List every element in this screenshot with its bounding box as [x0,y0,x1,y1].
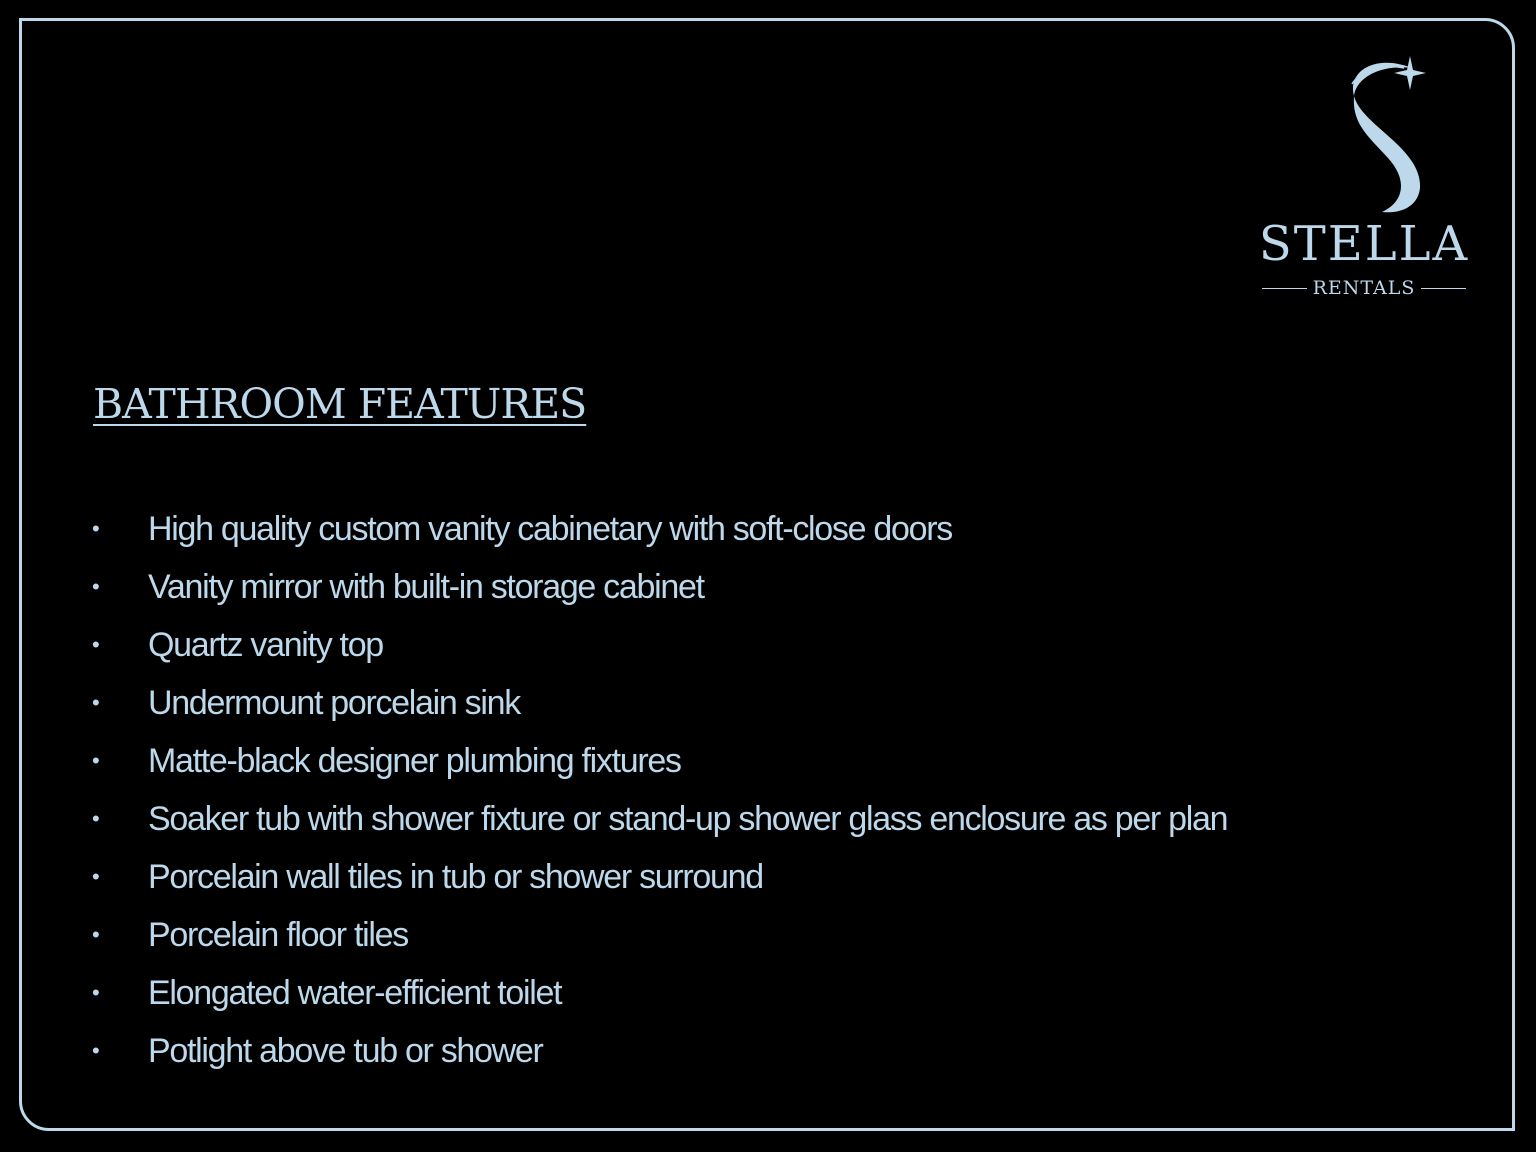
feature-text: Potlight above tub or shower [148,1032,543,1070]
bullet-icon: • [92,922,100,947]
feature-text: Porcelain wall tiles in tub or shower surround [148,858,763,896]
feature-text: Quartz vanity top [148,626,383,664]
bullet-icon: • [92,574,100,599]
feature-text: Undermount porcelain sink [148,684,520,722]
logo-wordmark: STELLA [1258,216,1470,272]
logo-tagline-row [1262,276,1466,300]
feature-text: Soaker tub with shower fixture or stand-up shower glass enclosure as per plan [148,800,1228,838]
stylized-s-star-icon [1292,48,1432,218]
feature-text: Vanity mirror with built-in storage cabinet [148,568,704,606]
bullet-icon: • [92,864,100,889]
feature-text: High quality custom vanity cabinetary with soft-close doors [148,510,952,548]
bullet-icon: • [92,632,100,657]
logo-tagline: RENTALS [1312,277,1416,299]
bullet-icon: • [92,516,100,541]
bullet-icon: • [92,806,100,831]
bullet-icon: • [92,980,100,1005]
bullet-icon: • [92,748,100,773]
feature-text: Porcelain floor tiles [148,916,408,954]
logo-rule-right [1421,288,1466,289]
bullet-icon: • [92,690,100,715]
bullet-icon: • [92,1038,100,1063]
logo-rule-left [1262,288,1307,289]
stella-rentals-logo [1252,48,1476,308]
page-title: BATHROOM FEATURES [93,380,587,428]
feature-text: Elongated water-efficient toilet [148,974,562,1012]
feature-text: Matte-black designer plumbing fixtures [148,742,681,780]
